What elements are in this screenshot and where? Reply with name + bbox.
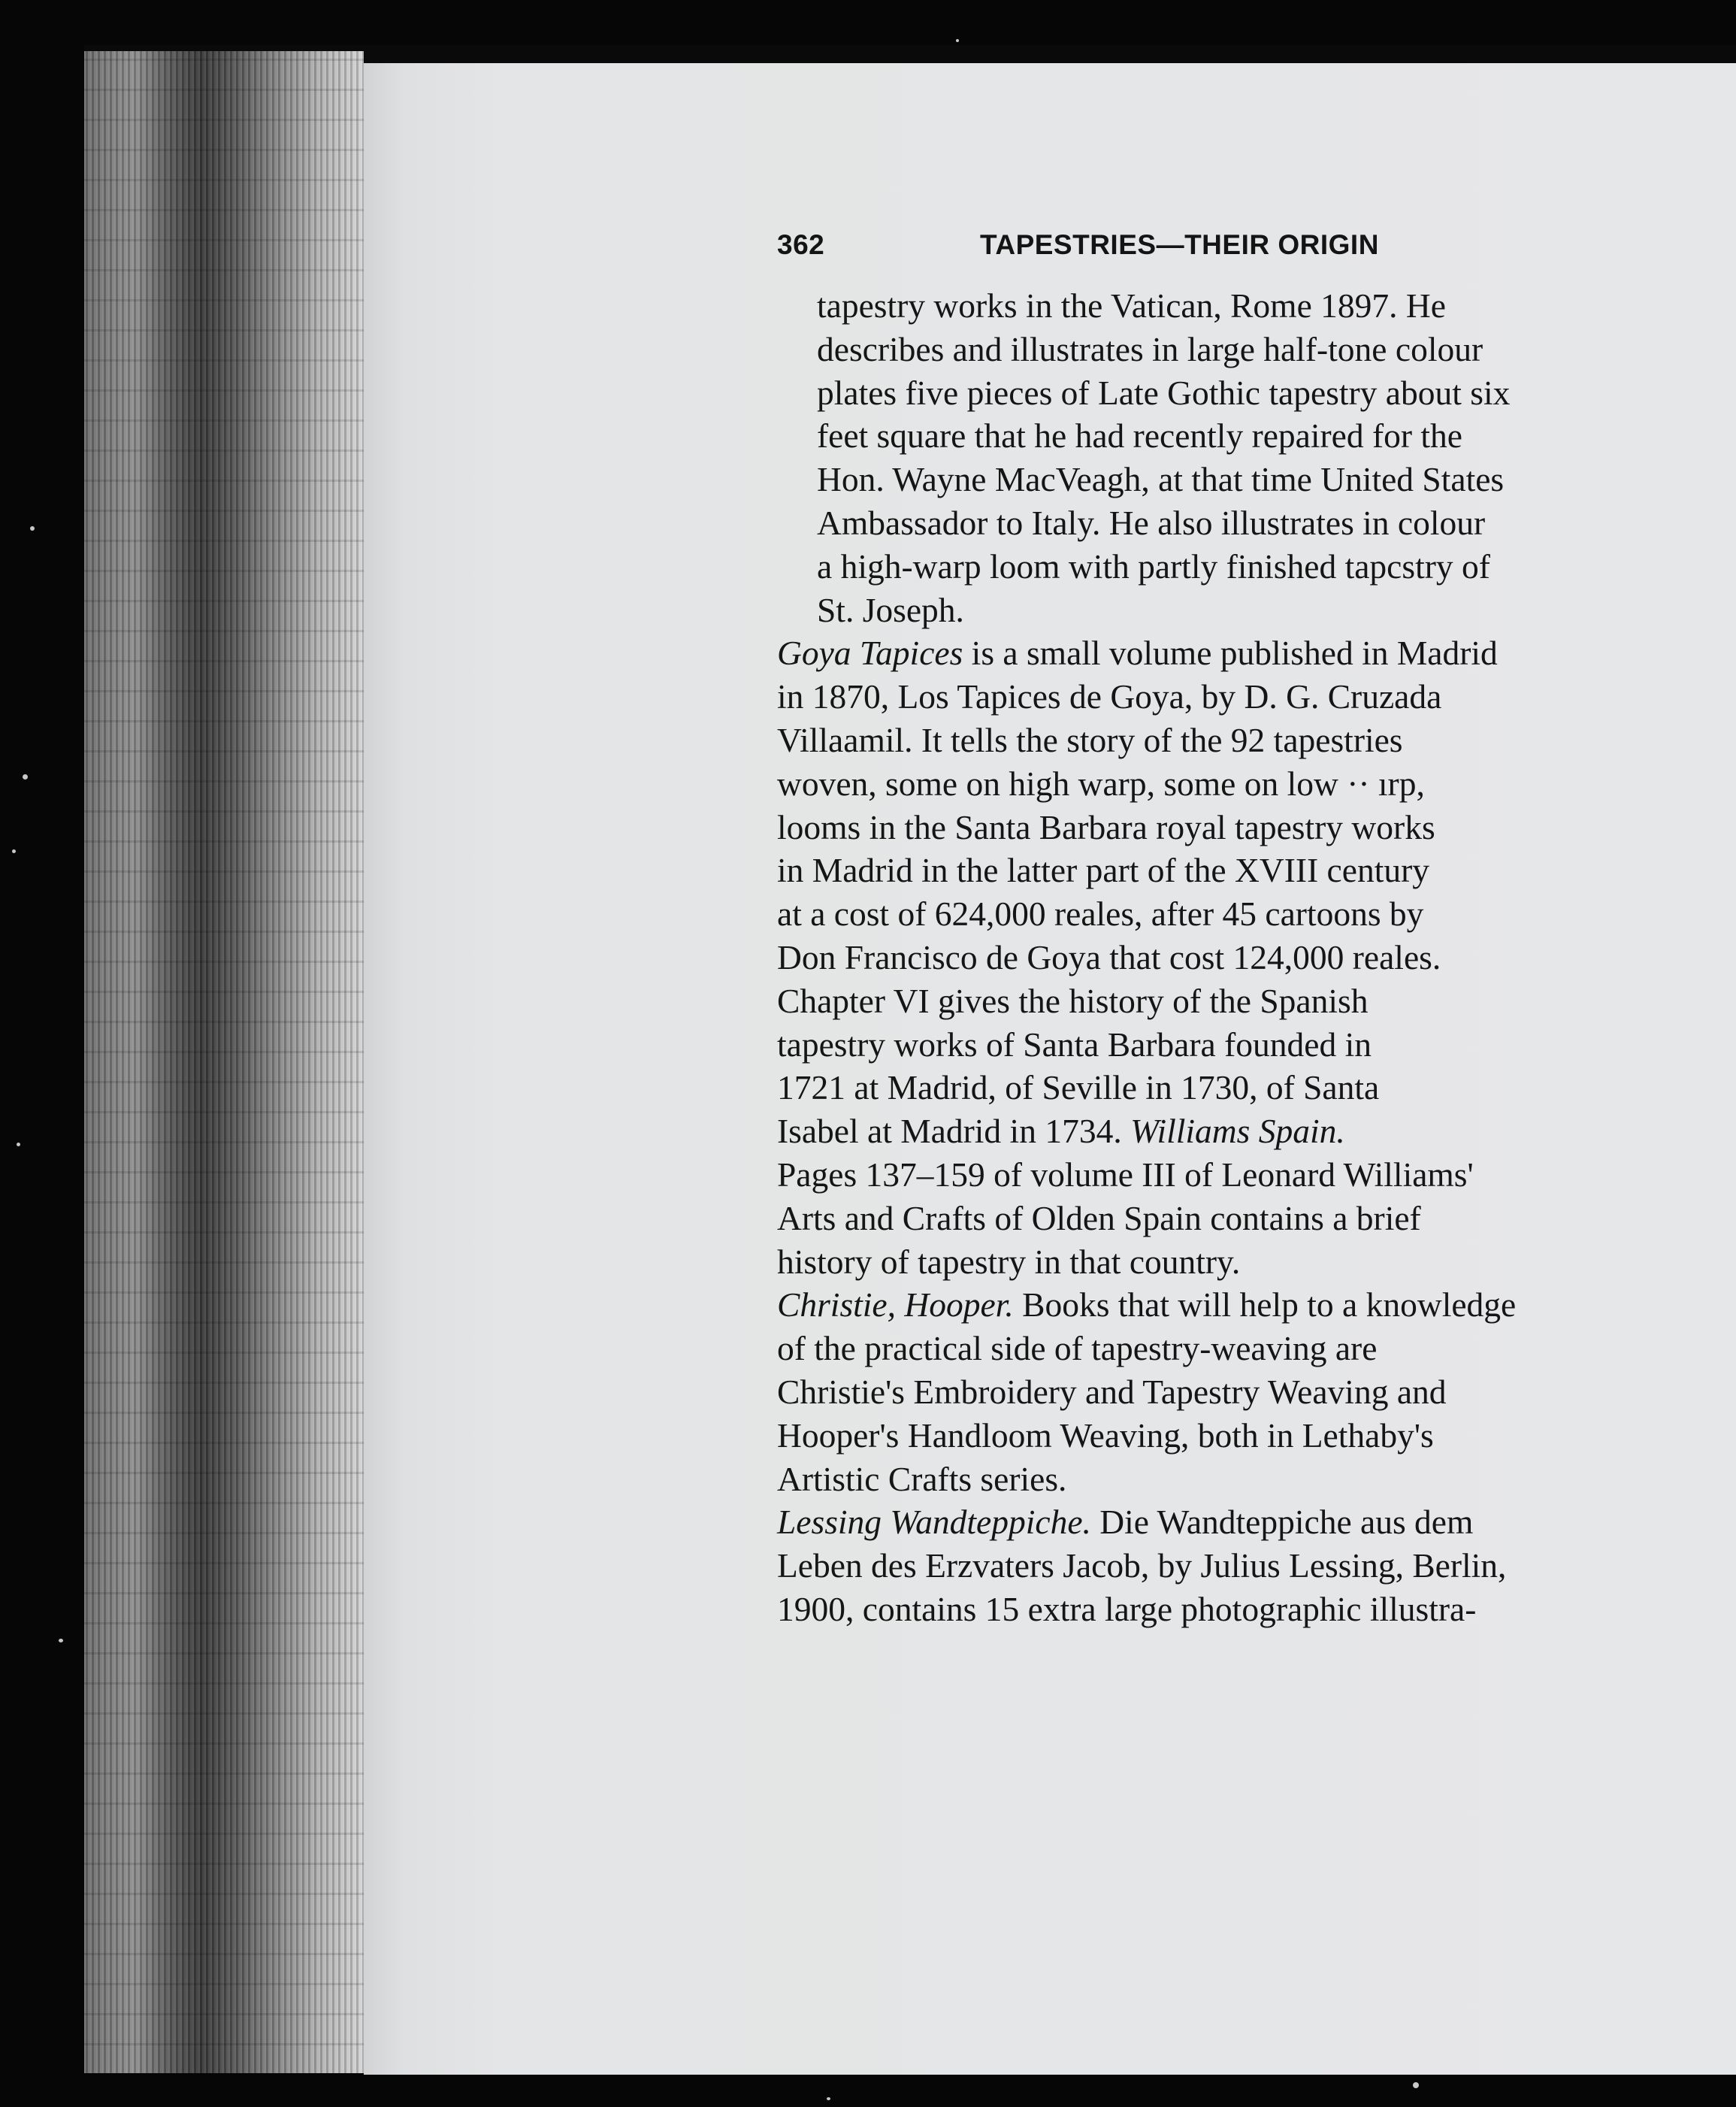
scan-speck: [23, 774, 28, 780]
text-line: of the practical side of tapestry-weaving are: [777, 1329, 1378, 1368]
entry-heading: Goya Tapices: [777, 634, 963, 673]
paragraph-continuation: [777, 284, 1634, 631]
text-line: [777, 1283, 1634, 1327]
body-text: [777, 284, 1634, 1631]
scan-speck: [17, 1143, 20, 1146]
text-line: tapestry works in the Vatican, Rome 1897. He: [817, 286, 1446, 325]
text-line: Ambassador to Italy. He also illustrates in colour: [817, 503, 1486, 542]
scan-speck: [12, 849, 16, 853]
text-line: Chapter VI gives the history of the Spanish: [777, 981, 1369, 1020]
text-line: looms in the Santa Barbara royal tapestry works: [777, 807, 1435, 846]
text-line: plates five pieces of Late Gothic tapestry about six: [817, 373, 1511, 412]
text-line: [777, 1500, 1634, 1544]
text-line: woven, some on high warp, some on low ·· ırp,: [777, 764, 1425, 803]
text-line: Arts and Crafts of Olden Spain contains a brief: [777, 1198, 1421, 1237]
text-line: Christie's Embroidery and Tapestry Weaving and: [777, 1372, 1447, 1411]
text-line: Pages 137–159 of volume III of Leonard Williams': [777, 1155, 1474, 1194]
book-page-edges: [84, 51, 364, 2073]
text-line: feet square that he had recently repaired for the: [817, 416, 1462, 456]
running-head-title: TAPESTRIES—THEIR ORIGIN: [980, 229, 1379, 260]
text-line: Villaamil. It tells the story of the 92 tapestries: [777, 720, 1403, 759]
text-run: Die Wandteppiche aus dem: [1090, 1503, 1474, 1542]
text-line: St. Joseph.: [817, 590, 964, 629]
text-line: describes and illustrates in large half-tone colour: [817, 329, 1483, 368]
entry-heading: Williams Spain.: [1130, 1112, 1345, 1151]
text-run: is a small volume published in Madrid: [963, 634, 1498, 673]
paragraph-goya-tapices: [777, 631, 1634, 1283]
text-line: 1721 at Madrid, of Seville in 1730, of Santa: [777, 1068, 1380, 1107]
text-line: in Madrid in the latter part of the XVIII century: [777, 851, 1429, 890]
text-line: a high-warp loom with partly finished tapcstry of: [817, 546, 1490, 586]
text-line: [777, 1110, 1634, 1153]
text-line: tapestry works of Santa Barbara founded in: [777, 1025, 1372, 1064]
text-line: [777, 631, 1634, 675]
text-line: history of tapestry in that country.: [777, 1242, 1241, 1281]
scan-speck: [956, 39, 959, 42]
text-line: at a cost of 624,000 reales, after 45 cartoons by: [777, 895, 1424, 934]
text-line: in 1870, Los Tapices de Goya, by D. G. Cruzada: [777, 677, 1442, 716]
text-line: Don Francisco de Goya that cost 124,000 reales.: [777, 937, 1441, 976]
scan-speck: [827, 2097, 830, 2100]
scan-speck: [59, 1639, 63, 1642]
entry-heading: Christie, Hooper.: [777, 1285, 1014, 1324]
page-number: 362: [777, 229, 825, 260]
text-line: 1900, contains 15 extra large photographic illustra-: [777, 1589, 1477, 1628]
text-line: Hon. Wayne MacVeagh, at that time United States: [817, 460, 1505, 499]
text-line: Artistic Crafts series.: [777, 1459, 1067, 1498]
text-run: Isabel at Madrid in 1734.: [777, 1112, 1131, 1151]
text-line: Leben des Erzvaters Jacob, by Julius Lessing, Berlin,: [777, 1546, 1507, 1585]
text-line: Hooper's Handloom Weaving, both in Lethaby's: [777, 1415, 1434, 1455]
running-head: [777, 229, 1634, 267]
scan-speck: [30, 526, 35, 531]
paragraph-lessing-wandteppiche: [777, 1500, 1634, 1630]
text-run: Books that will help to a knowledge: [1013, 1285, 1517, 1324]
paragraph-christie-hooper: [777, 1283, 1634, 1500]
scan-speck: [1413, 2082, 1419, 2088]
entry-heading: Lessing Wandteppiche.: [777, 1503, 1091, 1542]
